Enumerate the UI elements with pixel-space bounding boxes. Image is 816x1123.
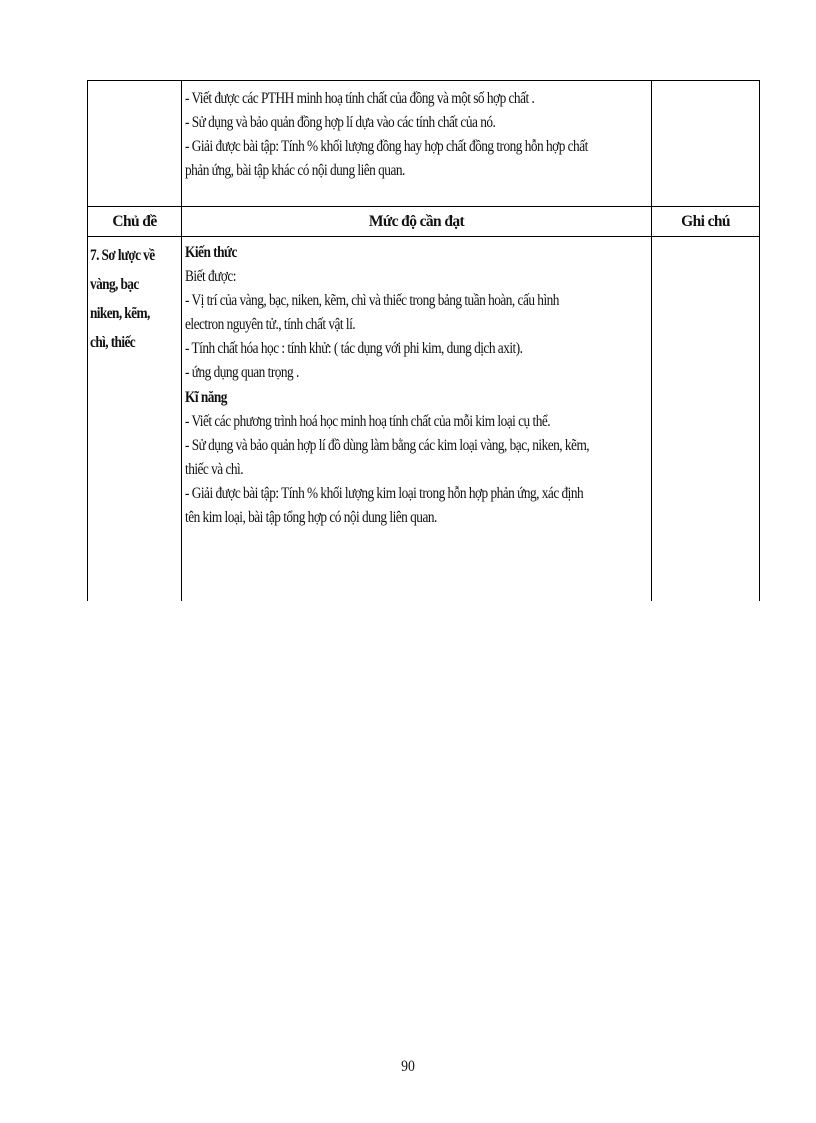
topic-line: niken, kẽm, (90, 305, 150, 322)
page-number: 90 (401, 1058, 415, 1075)
text-line: - Giải được bài tập: Tính % khối lượng đồng hay hợp chất đồng trong hỗn hợp chất (185, 138, 588, 155)
column-divider-1 (181, 81, 182, 601)
skills-line: thiếc và chì. (185, 460, 244, 478)
skills-line: - Sử dụng và bảo quản hợp lí đồ dùng làm bằng các kim loại vàng, bạc, niken, kẽm, (185, 436, 590, 454)
curriculum-table (87, 80, 760, 601)
skills-heading: Kĩ năng (185, 388, 227, 406)
topic-line: 7. Sơ lược về (90, 247, 155, 264)
knowledge-line: - ứng dụng quan trọng . (185, 364, 299, 382)
knowledge-intro: Biết được: (185, 268, 236, 286)
header-requirement: Mức độ cần đạt (368, 213, 465, 230)
skills-line: tên kim loại, bài tập tổng hợp có nội dung liên quan. (185, 509, 437, 527)
text-line: phản ứng, bài tập khác có nội dung liên quan. (185, 162, 405, 179)
skills-line: - Viết các phương trình hoá học minh hoạ tính chất của mỗi kim loại cụ thể. (185, 412, 551, 430)
requirement-cell (185, 241, 649, 530)
header-top-rule (88, 206, 759, 207)
topic-line: vàng, bạc (90, 276, 139, 293)
topic-line: chì, thiếc (90, 334, 136, 351)
topic-cell (90, 241, 169, 357)
knowledge-line: - Tính chất hóa học : tính khử: ( tác dụng với phi kim, dung dịch axit). (185, 340, 523, 358)
header-notes: Ghi chú (681, 213, 730, 230)
continued-row-content (185, 87, 649, 183)
column-divider-2 (651, 81, 652, 601)
knowledge-heading: Kiến thức (185, 244, 237, 261)
header-topic: Chủ đề (112, 213, 157, 230)
skills-line: - Giải được bài tập: Tính % khối lượng kim loại trong hỗn hợp phản ứng, xác định (185, 484, 584, 502)
header-bottom-rule (88, 236, 759, 237)
knowledge-line: - Vị trí của vàng, bạc, niken, kẽm, chì và thiếc trong bảng tuần hoàn, cấu hình (185, 292, 559, 310)
text-line: - Sử dụng và bảo quản đồng hợp lí dựa vào các tính chất của nó. (185, 114, 496, 131)
text-line: - Viết được các PTHH minh hoạ tính chất của đồng và một số hợp chất . (185, 90, 535, 107)
knowledge-line: electron nguyên tử., tính chất vật lí. (185, 316, 356, 334)
